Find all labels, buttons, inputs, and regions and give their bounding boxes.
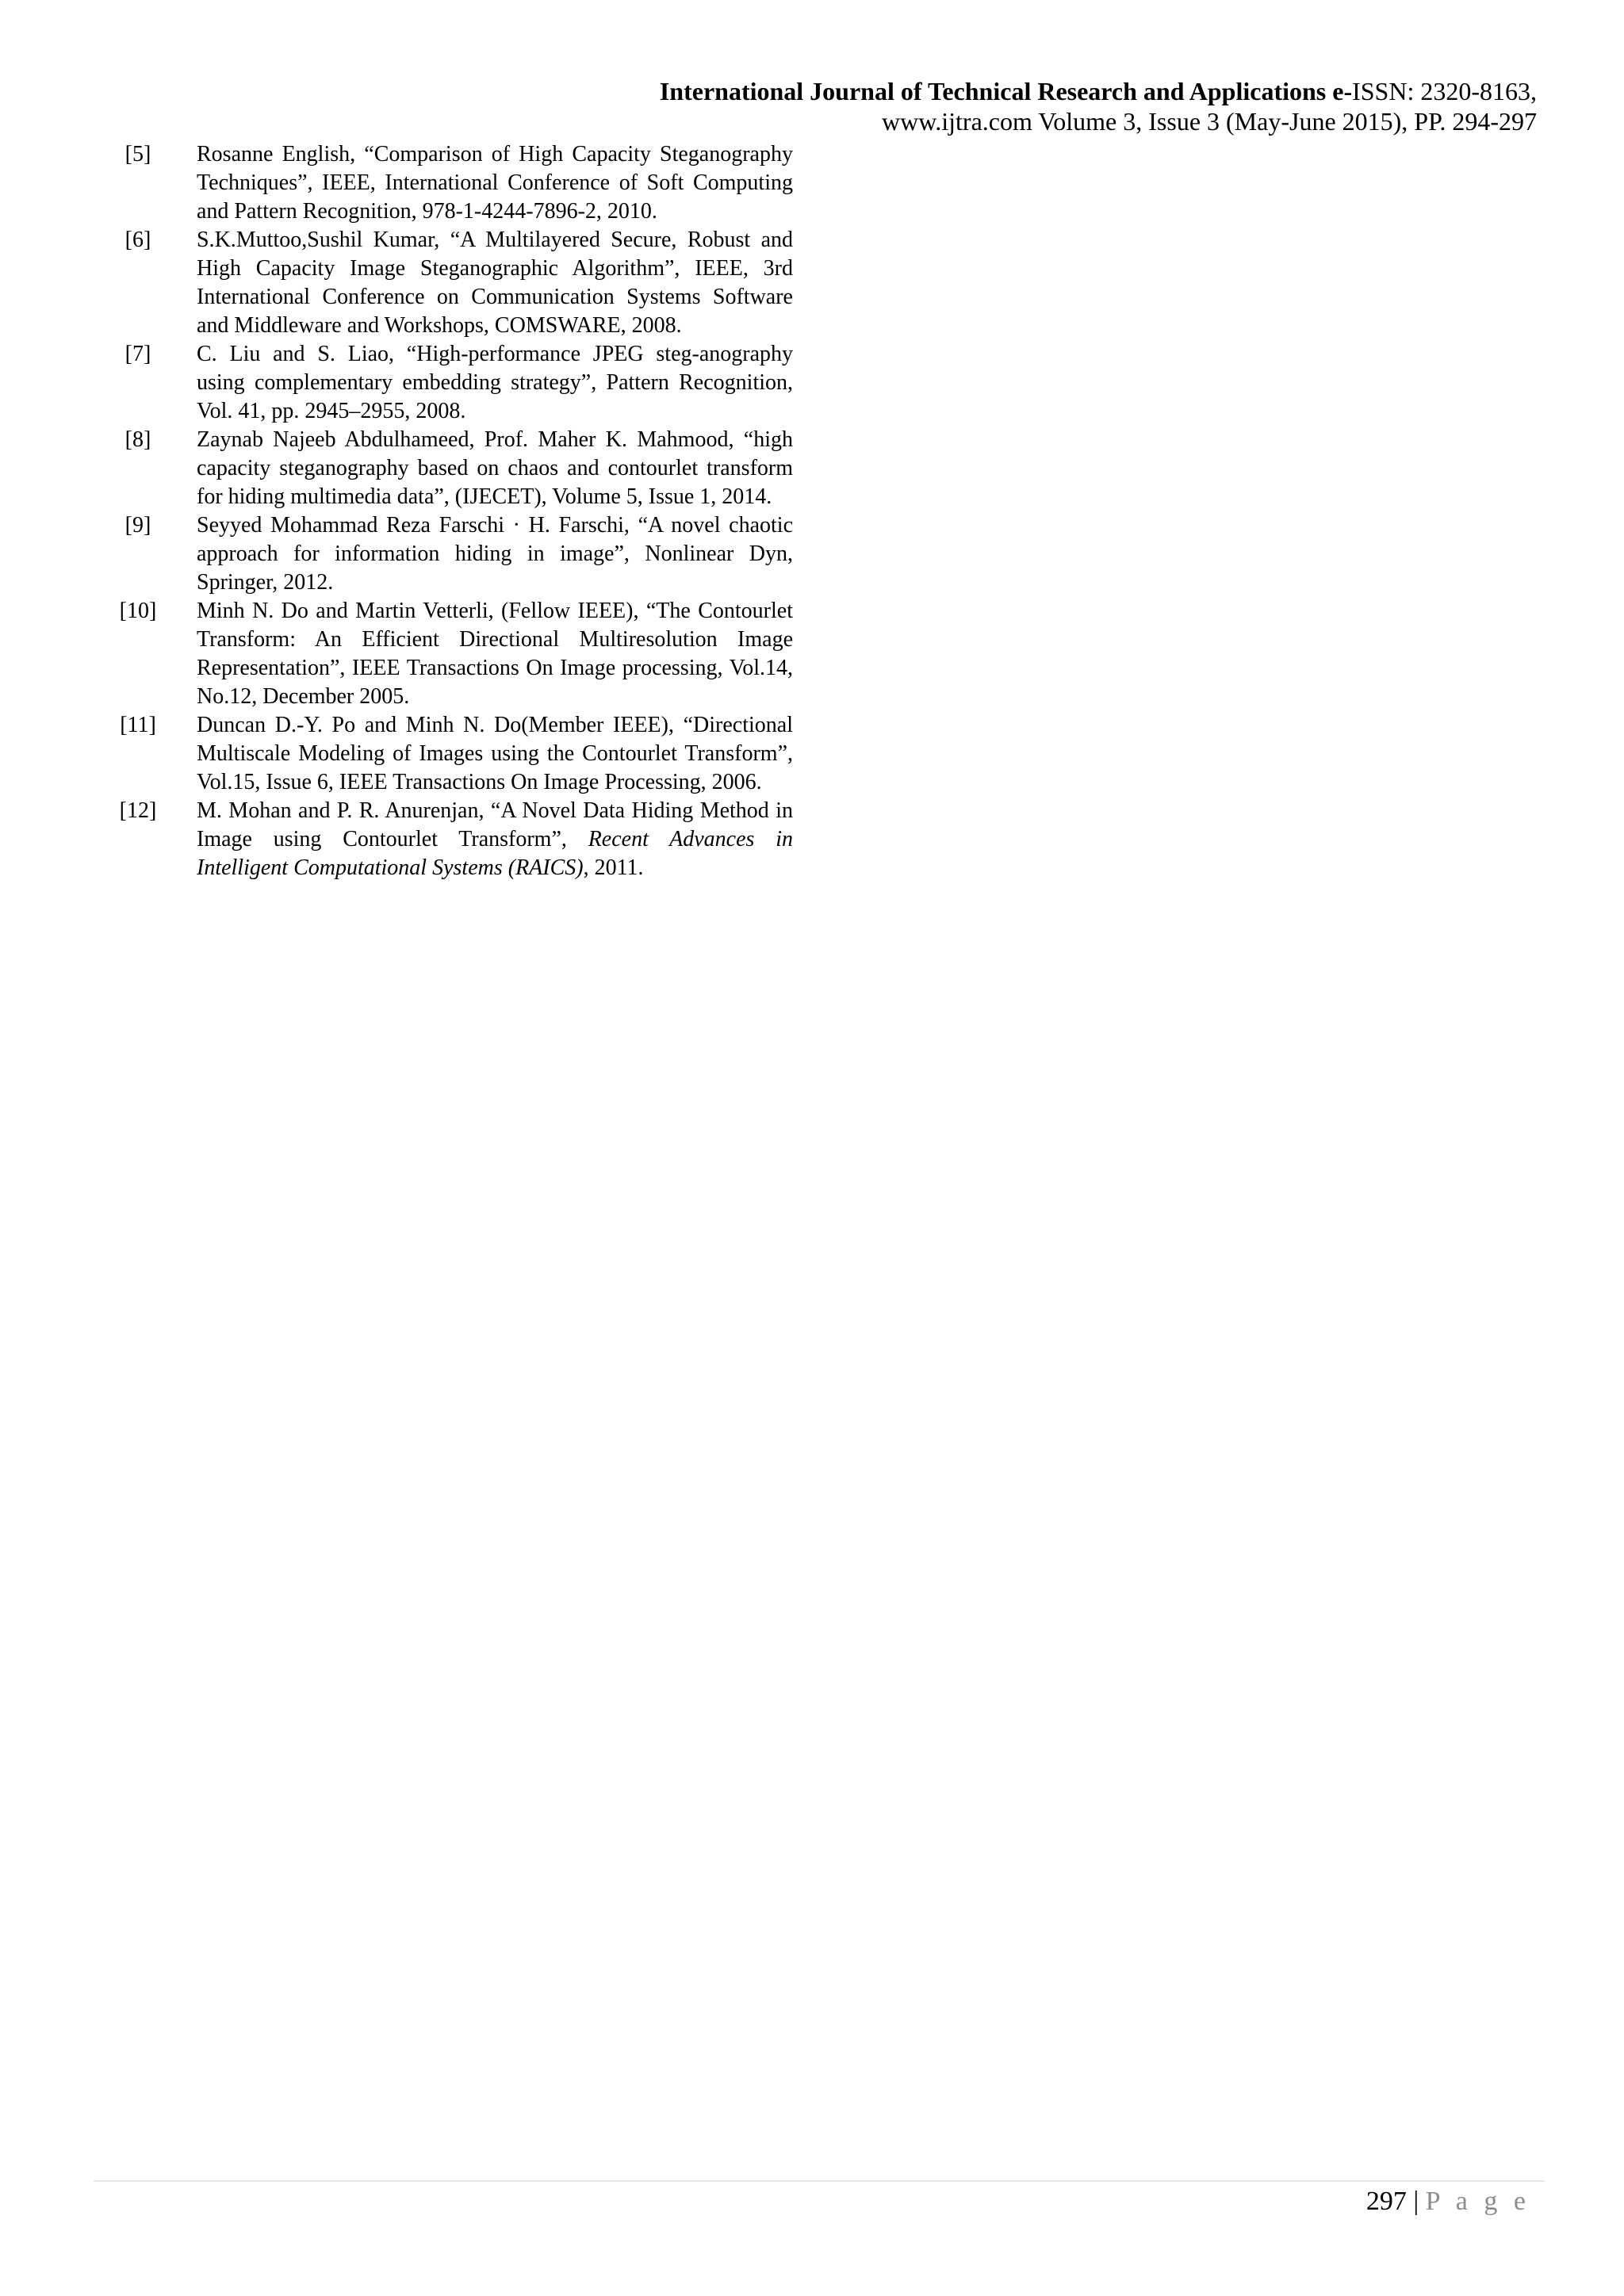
reference-number: [10] [119, 599, 157, 623]
reference-item [95, 511, 793, 597]
reference-text: Zaynab Najeeb Abdulhameed, Prof. Maher K. Mahmood, “high capacity steganography based on chaos and contourlet transform for hiding multimedia data”, (IJECET), Volume 5, Issue 1, 2014. [197, 427, 793, 509]
reference-item [95, 340, 793, 426]
reference-text: Minh N. Do and Martin Vetterli, (Fellow IEEE), “The Contourlet Transform: An Efficient Directional Multiresolution Image Representation”, IEEE Transactions On Image processing, Vol.14, No.12, December 2005. [197, 599, 793, 709]
reference-number: [5] [124, 142, 151, 166]
reference-number: [9] [124, 513, 151, 538]
reference-text: Rosanne English, “Comparison of High Capacity Steganography Techniques”, IEEE, International Conference of Soft Computing and Pattern Recognition, 978-1-4244-7896-2, 2010. [197, 142, 793, 224]
reference-text: S.K.Muttoo,Sushil Kumar, “A Multilayered Secure, Robust and High Capacity Image Steganographic Algorithm”, IEEE, 3rd International Conference on Communication Systems Software and Middleware and Workshops, COMSWARE, 2008. [197, 228, 793, 338]
page-label: P a g e [1425, 2187, 1530, 2216]
reference-number: [8] [124, 427, 151, 452]
journal-header-line-2: www.ijtra.com Volume 3, Issue 3 (May-June 2015), PP. 294-297 [881, 107, 1537, 136]
page-number: 297 [1365, 2187, 1407, 2216]
reference-item [95, 597, 793, 711]
reference-item [95, 140, 793, 226]
reference-number: [6] [124, 228, 151, 252]
reference-item [95, 226, 793, 340]
page-footer [1366, 2186, 1530, 2218]
reference-text: C. Liu and S. Liao, “High-performance JPEG steg-anography using complementary embedding strategy”, Pattern Recognition, Vol. 41, pp. 2945–2955, 2008. [197, 342, 793, 423]
reference-text [197, 797, 793, 882]
reference-number: [12] [119, 798, 157, 823]
reference-text-main: M. Mohan and P. R. Anurenjan, “A Novel Data Hiding Method in Image using Contourlet Transform”, [197, 798, 793, 851]
page-separator: | [1406, 2187, 1426, 2216]
reference-text: Seyyed Mohammad Reza Farschi · H. Farschi, “A novel chaotic approach for information hiding in image”, Nonlinear Dyn, Springer, 2012. [197, 513, 793, 595]
reference-text: Duncan D.-Y. Po and Minh N. Do(Member IEEE), “Directional Multiscale Modeling of Images using the Contourlet Transform”, Vol.15, Issue 6, IEEE Transactions On Image Processing, 2006. [197, 713, 793, 794]
reference-item [95, 426, 793, 511]
journal-issn: ISSN: 2320-8163, [1352, 77, 1537, 105]
reference-number: [7] [124, 342, 151, 366]
reference-item [95, 797, 793, 882]
journal-header-line-1 [660, 76, 1537, 106]
journal-name: International Journal of Technical Research and Applications e- [659, 77, 1353, 105]
footer-divider [94, 2180, 1545, 2182]
reference-number: [11] [120, 713, 156, 737]
reference-list [95, 140, 793, 882]
journal-header [660, 76, 1537, 136]
reference-venue-italic: Recent Advances in Intelligent Computational Systems (RAICS) [197, 827, 793, 880]
reference-text-tail: , 2011. [583, 855, 644, 880]
reference-item [95, 711, 793, 797]
